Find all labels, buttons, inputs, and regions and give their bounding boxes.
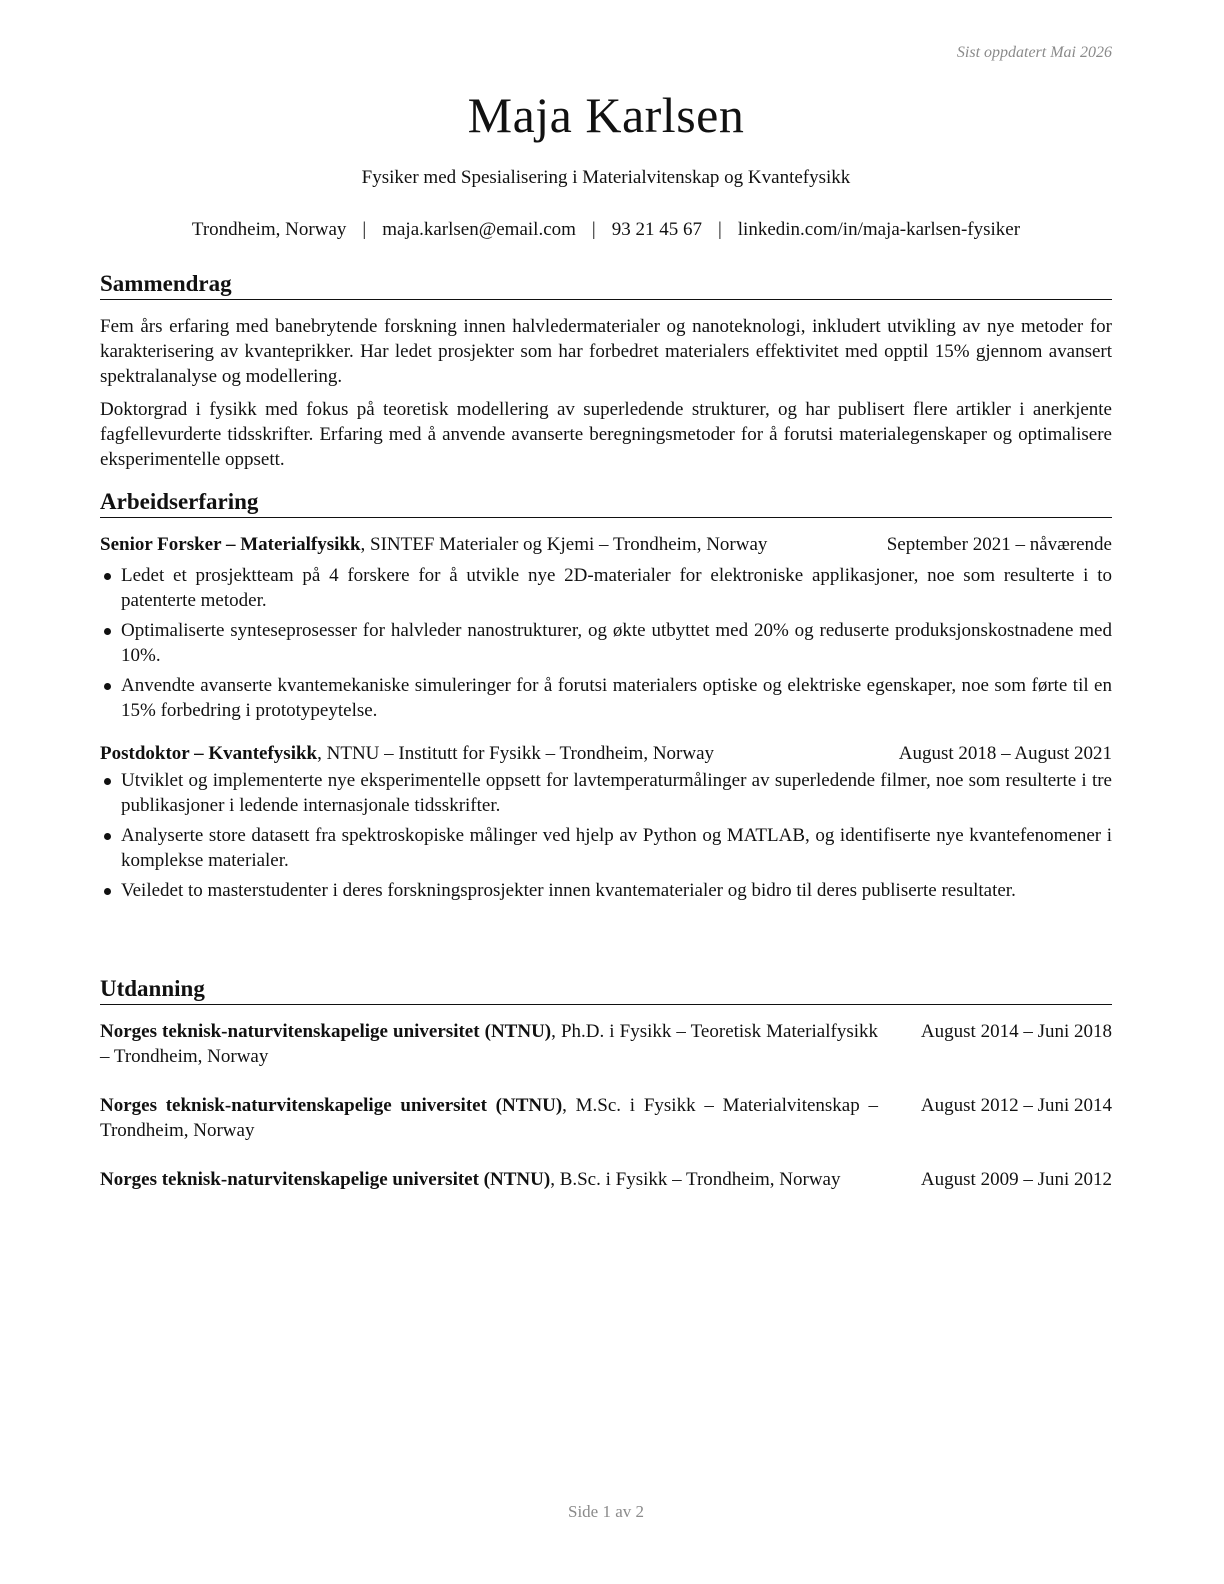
professional-title: Fysiker med Spesialisering i Materialvitenskap og Kvantefysikk <box>361 167 851 188</box>
education-entry <box>100 1167 1112 1192</box>
list-item <box>100 618 1112 668</box>
summary-paragraph: Fem års erfaring med banebrytende forskning innen halvledermaterialer og nanoteknologi, inkludert utvikling av nye metoder for karakterisering av kvanteprikker. Har ledet prosjekter som har forbedret materialers effektivitet med opptil 15% gjennom avansert spektralanalyse og modellering. <box>100 316 1112 387</box>
job-title-line <box>100 532 878 557</box>
education-dates: August 2009 – Juni 2012 <box>920 1169 1112 1190</box>
bullet-text: Utviklet og implementerte nye eksperimentelle oppsett for lavtemperaturmålinger av superledende filmer, noe som resulterte i tre publikasjoner i ledende internasjonale tidsskrifter. <box>121 770 1112 816</box>
contact-separator: | <box>717 219 722 240</box>
bullet-icon <box>104 573 111 580</box>
contact-phone: 93 21 45 67 <box>611 219 702 240</box>
contact-linkedin[interactable]: linkedin.com/in/maja-karlsen-fysiker <box>737 219 1021 240</box>
bullet-text: Anvendte avanserte kvantemekaniske simuleringer for å forutsi materialers optiske og elektriske egenskaper, noe som førte til en 15% forbedring i prototypeytelse. <box>121 675 1112 721</box>
job-entry <box>100 532 1112 723</box>
bullet-icon <box>104 888 111 895</box>
education-entry <box>100 1019 1112 1069</box>
bullet-icon <box>104 778 111 785</box>
job-role: Postdoktor – Kvantefysikk <box>100 743 318 764</box>
education-school: Norges teknisk-naturvitenskapelige universitet (NTNU) <box>100 1095 563 1116</box>
job-header <box>100 741 1112 766</box>
experience-section <box>100 488 1112 908</box>
last-updated: Sist oppdatert Mai 2026 <box>956 44 1112 61</box>
contact-separator: | <box>362 219 367 240</box>
job-bullets <box>100 563 1112 723</box>
education-section <box>100 975 1112 1216</box>
summary-paragraph: Doktorgrad i fysikk med fokus på teoretisk modellering av superledende strukturer, og har publisert flere artikler i anerkjente fagfellevurderte tidsskrifter. Erfaring med å anvende avanserte beregningsmetoder for å forutsi materialegenskaper og optimalisere eksperimentelle oppsett. <box>100 399 1112 470</box>
job-organization: , NTNU – Institutt for Fysikk – Trondheim, Norway <box>317 743 715 764</box>
contact-separator: | <box>591 219 596 240</box>
page-number: Side 1 av 2 <box>567 1502 645 1521</box>
bullet-icon <box>104 833 111 840</box>
job-organization: , SINTEF Materialer og Kjemi – Trondheim, Norway <box>360 534 768 555</box>
experience-heading: Arbeidserfaring <box>100 488 1112 518</box>
list-item <box>100 673 1112 723</box>
contact-email[interactable]: maja.karlsen@email.com <box>382 219 576 240</box>
list-item <box>100 563 1112 613</box>
person-name: Maja Karlsen <box>467 87 745 143</box>
education-degree: , B.Sc. i Fysikk – Trondheim, Norway <box>550 1169 841 1190</box>
job-bullets <box>100 768 1112 903</box>
education-dates: August 2014 – Juni 2018 <box>920 1021 1112 1042</box>
summary-section <box>100 270 1112 480</box>
contact-location: Trondheim, Norway <box>191 219 347 240</box>
education-description <box>100 1019 878 1069</box>
bullet-text: Analyserte store datasett fra spektroskopiske målinger ved hjelp av Python og MATLAB, og identifiserte nye kvantefenomener i komplekse materialer. <box>121 825 1112 871</box>
bullet-icon <box>104 628 111 635</box>
education-dates: August 2012 – Juni 2014 <box>920 1095 1112 1116</box>
education-description <box>100 1093 878 1143</box>
education-school: Norges teknisk-naturvitenskapelige universitet (NTNU) <box>100 1021 552 1042</box>
bullet-text: Veiledet to masterstudenter i deres forskningsprosjekter innen kvantematerialer og bidro til deres publiserte resultater. <box>121 880 1016 901</box>
job-header <box>100 532 1112 557</box>
education-entry <box>100 1093 1112 1143</box>
job-dates: August 2018 – August 2021 <box>898 743 1112 764</box>
job-entry <box>100 741 1112 903</box>
bullet-text: Optimaliserte synteseprosesser for halvleder nanostrukturer, og økte utbyttet med 20% og reduserte produksjonskostnadene med 10%. <box>121 620 1112 666</box>
list-item <box>100 823 1112 873</box>
education-degree: , Ph.D. i Fysikk – Teoretisk Materialfysikk – Trondheim, Norway <box>100 1021 878 1067</box>
contact-line <box>100 219 1112 241</box>
education-description <box>100 1167 878 1192</box>
list-item <box>100 878 1112 903</box>
summary-heading: Sammendrag <box>100 270 1112 300</box>
job-dates: September 2021 – nåværende <box>886 534 1112 555</box>
bullet-text: Ledet et prosjektteam på 4 forskere for å utvikle nye 2D-materialer for elektroniske applikasjoner, noe som resulterte i to patenterte metoder. <box>121 565 1112 611</box>
bullet-icon <box>104 683 111 690</box>
education-degree: , M.Sc. i Fysikk – Materialvitenskap – Trondheim, Norway <box>100 1095 878 1141</box>
job-role: Senior Forsker – Materialfysikk <box>100 534 361 555</box>
education-school: Norges teknisk-naturvitenskapelige universitet (NTNU) <box>100 1169 551 1190</box>
resume-page <box>100 0 1112 1584</box>
job-title-line <box>100 741 899 766</box>
list-item <box>100 768 1112 818</box>
education-heading: Utdanning <box>100 975 1112 1005</box>
